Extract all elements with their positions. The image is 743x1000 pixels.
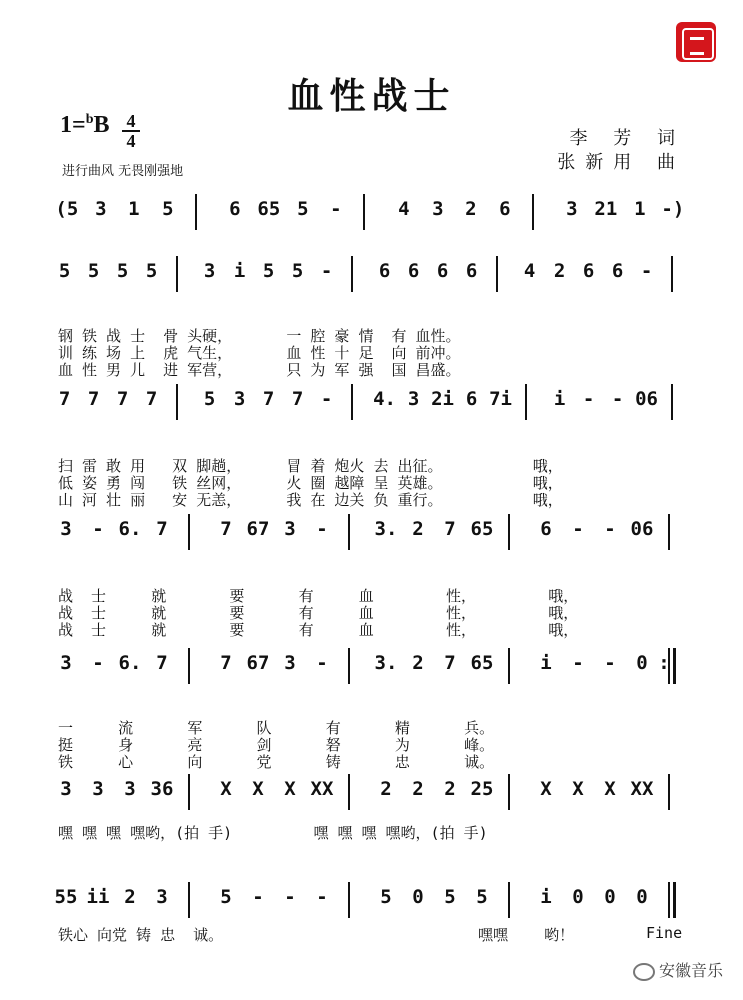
score-row-1 <box>50 194 690 234</box>
bar-line <box>508 882 510 918</box>
note: 6. <box>118 652 142 674</box>
note: 6. <box>118 518 142 540</box>
note: X <box>220 778 232 800</box>
note: 7 <box>444 652 456 674</box>
note: - <box>92 652 104 674</box>
lyrics-block-3: 战 士 就 要 有 血 性， 哦， 战 士 就 要 有 血 性， 哦， 战 士 就 要 有 血 性， 哦， <box>58 587 579 639</box>
note: 5 <box>87 260 100 282</box>
note: - <box>316 652 328 674</box>
note: 5 <box>380 886 392 908</box>
note: 5 <box>162 198 174 220</box>
note: 7 <box>220 652 232 674</box>
score-row-2 <box>50 256 690 296</box>
note: 7 <box>116 388 129 410</box>
lyricist-credit: 李 芳 词 <box>569 128 685 149</box>
bar-line <box>348 648 350 684</box>
note: ii <box>86 886 110 908</box>
bar-line <box>188 774 190 810</box>
note: - <box>582 388 595 410</box>
note: 2 <box>412 518 424 540</box>
note: 65 <box>470 652 494 674</box>
note: 21 <box>594 198 618 220</box>
note: 7 <box>220 518 232 540</box>
note: 6 <box>465 388 478 410</box>
seal-stamp-icon <box>676 22 716 62</box>
note: X <box>540 778 552 800</box>
note: 67 <box>246 518 270 540</box>
note: -) <box>661 198 685 220</box>
note: 5 <box>444 886 456 908</box>
bar-line <box>348 774 350 810</box>
note: 55 <box>54 886 78 908</box>
note: - <box>640 260 653 282</box>
note: 4 <box>523 260 536 282</box>
bar-line <box>532 194 534 230</box>
note: 2 <box>444 778 456 800</box>
note: 5 <box>145 260 158 282</box>
note: (5 <box>55 198 79 220</box>
note: 5 <box>58 260 71 282</box>
bar-line <box>508 774 510 810</box>
note: 3 <box>95 198 107 220</box>
note: 6 <box>436 260 449 282</box>
wechat-icon <box>633 963 655 981</box>
note: - <box>320 260 333 282</box>
composer-credit: 张新用 曲 <box>557 152 685 173</box>
bar-line <box>188 882 190 918</box>
score-row-3 <box>50 384 690 424</box>
score-row-7 <box>50 882 690 922</box>
note: 5 <box>220 886 232 908</box>
note: i <box>540 886 552 908</box>
bar-line <box>496 256 498 292</box>
note: - <box>572 518 584 540</box>
bar-line <box>668 514 670 550</box>
note: 1 <box>128 198 140 220</box>
note: i <box>553 388 566 410</box>
note: 0 <box>636 886 648 908</box>
note: 6 <box>499 198 511 220</box>
bar-line <box>508 648 510 684</box>
note: 3 <box>407 388 420 410</box>
note: 2i <box>431 388 454 410</box>
note: - <box>92 518 104 540</box>
chant-lyrics: 嘿 嘿 嘿 嘿哟，(拍 手) 嘿 嘿 嘿 嘿哟，(拍 手) <box>58 824 488 842</box>
note: 6 <box>582 260 595 282</box>
note: 3. <box>374 652 398 674</box>
note: 2 <box>380 778 392 800</box>
note: 0 <box>572 886 584 908</box>
note: 3 <box>432 198 444 220</box>
repeat-sign: : <box>658 652 670 674</box>
note: 5 <box>262 260 275 282</box>
note: 7 <box>291 388 304 410</box>
note: 7 <box>145 388 158 410</box>
note: 4 <box>398 198 410 220</box>
note: 3 <box>60 778 72 800</box>
note: 0 <box>604 886 616 908</box>
note: - <box>611 388 624 410</box>
note: - <box>330 198 342 220</box>
note: 7i <box>489 388 512 410</box>
note: 67 <box>246 652 270 674</box>
bar-line <box>176 256 178 292</box>
note: X <box>604 778 616 800</box>
note: 7 <box>87 388 100 410</box>
note: 3 <box>233 388 246 410</box>
note: X <box>284 778 296 800</box>
note: 2 <box>465 198 477 220</box>
note: 3 <box>566 198 578 220</box>
tempo-marking: 进行曲风 无畏刚强地 <box>62 164 184 179</box>
note: 1 <box>634 198 646 220</box>
song-title: 血性战士 <box>287 76 456 117</box>
note: - <box>604 518 616 540</box>
note: 3 <box>60 518 72 540</box>
note: 6 <box>378 260 391 282</box>
lyrics-block-4: 一 流 军 队 有 精 兵。 挺 身 亮 剑 砮 为 峰。 铁 心 向 党 铸 忠 诚。 <box>58 719 495 771</box>
note: - <box>316 518 328 540</box>
note: XX <box>310 778 334 800</box>
note: 65 <box>470 518 494 540</box>
note: 3 <box>203 260 216 282</box>
note: - <box>320 388 333 410</box>
note: 0 <box>636 652 648 674</box>
bar-line <box>671 384 673 420</box>
final-bar-line <box>673 882 676 918</box>
bar-line <box>195 194 197 230</box>
note: i <box>540 652 552 674</box>
note: i <box>233 260 246 282</box>
note: 6 <box>407 260 420 282</box>
note: - <box>252 886 264 908</box>
lyrics-block-1: 钢 铁 战 士 骨 头硬， 一 腔 豪 情 有 血性。 训 练 场 上 虎 气生， 血 性 十 足 向 前冲。 血 性 男 儿 进 军营， 只 为 军 强 国 昌盛。 <box>58 327 461 379</box>
score-row-5 <box>50 648 690 688</box>
note: 5 <box>476 886 488 908</box>
note: - <box>572 652 584 674</box>
note: 2 <box>124 886 136 908</box>
bar-line <box>668 882 670 918</box>
bar-line <box>188 514 190 550</box>
note: 7 <box>58 388 71 410</box>
time-signature: 4 4 <box>122 112 140 150</box>
note: 25 <box>470 778 494 800</box>
note: 2 <box>553 260 566 282</box>
bar-line <box>351 256 353 292</box>
note: 3 <box>284 518 296 540</box>
bar-line <box>351 384 353 420</box>
note: 6 <box>611 260 624 282</box>
note: 06 <box>630 518 654 540</box>
bar-line <box>348 514 350 550</box>
note: 65 <box>257 198 281 220</box>
score-row-4 <box>50 514 690 554</box>
note: 2 <box>412 778 424 800</box>
note: 3 <box>124 778 136 800</box>
note: 3 <box>284 652 296 674</box>
note: X <box>572 778 584 800</box>
bar-line <box>525 384 527 420</box>
bar-line <box>176 384 178 420</box>
note: 6 <box>540 518 552 540</box>
note: 36 <box>150 778 174 800</box>
note: X <box>252 778 264 800</box>
note: 7 <box>156 652 168 674</box>
note: - <box>316 886 328 908</box>
note: 5 <box>291 260 304 282</box>
bar-line <box>671 256 673 292</box>
note: 0 <box>412 886 424 908</box>
note: 7 <box>262 388 275 410</box>
bar-line <box>348 882 350 918</box>
note: - <box>604 652 616 674</box>
note: 6 <box>229 198 241 220</box>
bar-line <box>188 648 190 684</box>
score-row-6 <box>50 774 690 814</box>
note: 2 <box>412 652 424 674</box>
note: 5 <box>203 388 216 410</box>
note: XX <box>630 778 654 800</box>
note: 3 <box>92 778 104 800</box>
note: 6 <box>465 260 478 282</box>
note: 3 <box>156 886 168 908</box>
note: 5 <box>116 260 129 282</box>
note: 06 <box>635 388 658 410</box>
note: 7 <box>156 518 168 540</box>
key-signature: 1=$^b$B <box>60 112 110 138</box>
lyrics-block-2: 扫 雷 敢 用 双 脚趟， 冒 着 炮火 去 出征。 哦， 低 姿 勇 闯 铁 丝网， 火 圈 越障 呈 英雄。 哦， 山 河 壮 丽 安 无恙， 我 在 边关 负 重行。 哦， <box>58 457 563 509</box>
note: 3 <box>60 652 72 674</box>
bar-line <box>668 774 670 810</box>
note: 4. <box>373 388 396 410</box>
note: - <box>284 886 296 908</box>
watermark: 安徽音乐 <box>633 958 723 981</box>
bar-line <box>363 194 365 230</box>
note: 5 <box>297 198 309 220</box>
bar-line <box>508 514 510 550</box>
note: 3. <box>374 518 398 540</box>
note: 7 <box>444 518 456 540</box>
